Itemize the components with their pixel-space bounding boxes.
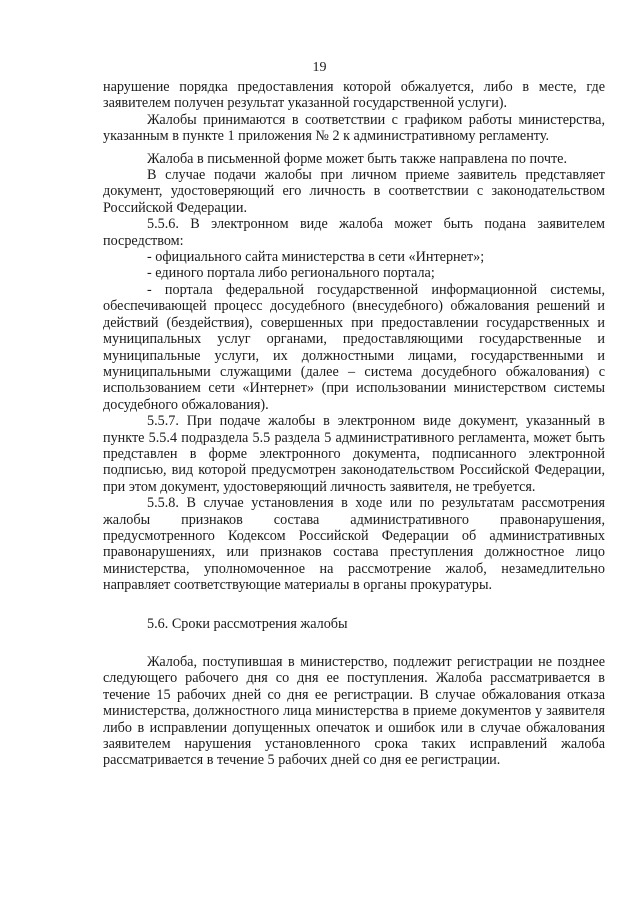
paragraph-schedule: Жалобы принимаются в соответствии с графиком работы министерства, указанным в пункте 1 приложения № 2 к административному регламенту.: [103, 111, 605, 145]
section-title: 5.6. Сроки рассмотрения жалобы: [147, 615, 348, 632]
document-body: [103, 79, 605, 769]
paragraph-5-5-6: 5.5.6. В электронном виде жалоба может быть подана заявителем посредством:: [103, 216, 605, 249]
paragraph-continuation: нарушение порядка предоставления которой обжалуется, либо в месте, где заявителем получен результат указанной государственной услуги).: [103, 79, 605, 112]
paragraph-mail: Жалоба в письменной форме может быть также направлена по почте.: [147, 150, 568, 167]
paragraph-5-5-8: 5.5.8. В случае установления в ходе или по результатам рассмотрения жалобы признаков состава административного правонарушения, предусмотренного Кодексом Российской Федерации об административных правонарушениях, или признаков состава преступления должностное лицо министерства, уполномоченное на рассмотрение жалоб, незамедлительно направляет соответствующие материалы в органы прокуратуры.: [103, 495, 605, 594]
list-item-official-site: - официального сайта министерства в сети «Интернет»;: [147, 249, 485, 266]
list-item-federal-portal: - портала федеральной государственной информационной системы, обеспечивающей процесс досудебного (внесудебного) обжалования решений и действий (бездействия), совершенных при предоставлении государственных и муниципальных услуг органами, предоставляющими государственные и муниципальные услуги, их должностными лицами, государственными и муниципальными служащими (далее – система досудебного обжалования) с использованием сети «Интернет» (при использовании министерством системы досудебного обжалования).: [103, 281, 605, 413]
paragraph-personal-reception: В случае подачи жалобы при личном приеме заявитель представляет документ, удостоверяющий его личность в соответствии с законодательством Российской Федерации.: [103, 167, 605, 216]
paragraph-5-5-7: 5.5.7. При подаче жалобы в электронном виде документ, указанный в пункте 5.5.4 подраздела 5.5 раздела 5 административного регламента, может быть представлен в форме электронного документа, подписанного электронной подписью, вид которой предусмотрен законодательством Российской Федерации, при этом документ, удостоверяющий личность заявителя, не требуется.: [103, 413, 605, 495]
list-item-unified-portal: - единого портала либо регионального портала;: [147, 265, 435, 282]
paragraph-review-terms: Жалоба, поступившая в министерство, подлежит регистрации не позднее следующего рабочего дня со дня ее поступления. Жалоба рассматривается в течение 15 рабочих дней со дня ее регистрации. В случае обжалования отказа министерства, должностного лица министерства в приеме документов у заявителя либо в исправлении допущенных опечаток и ошибок или в случае обжалования заявителем нарушения установленного срока таких исправлений жалоба рассматривается в течение 5 рабочих дней со дня ее регистрации.: [103, 654, 605, 769]
page-number: 19: [312, 60, 327, 75]
